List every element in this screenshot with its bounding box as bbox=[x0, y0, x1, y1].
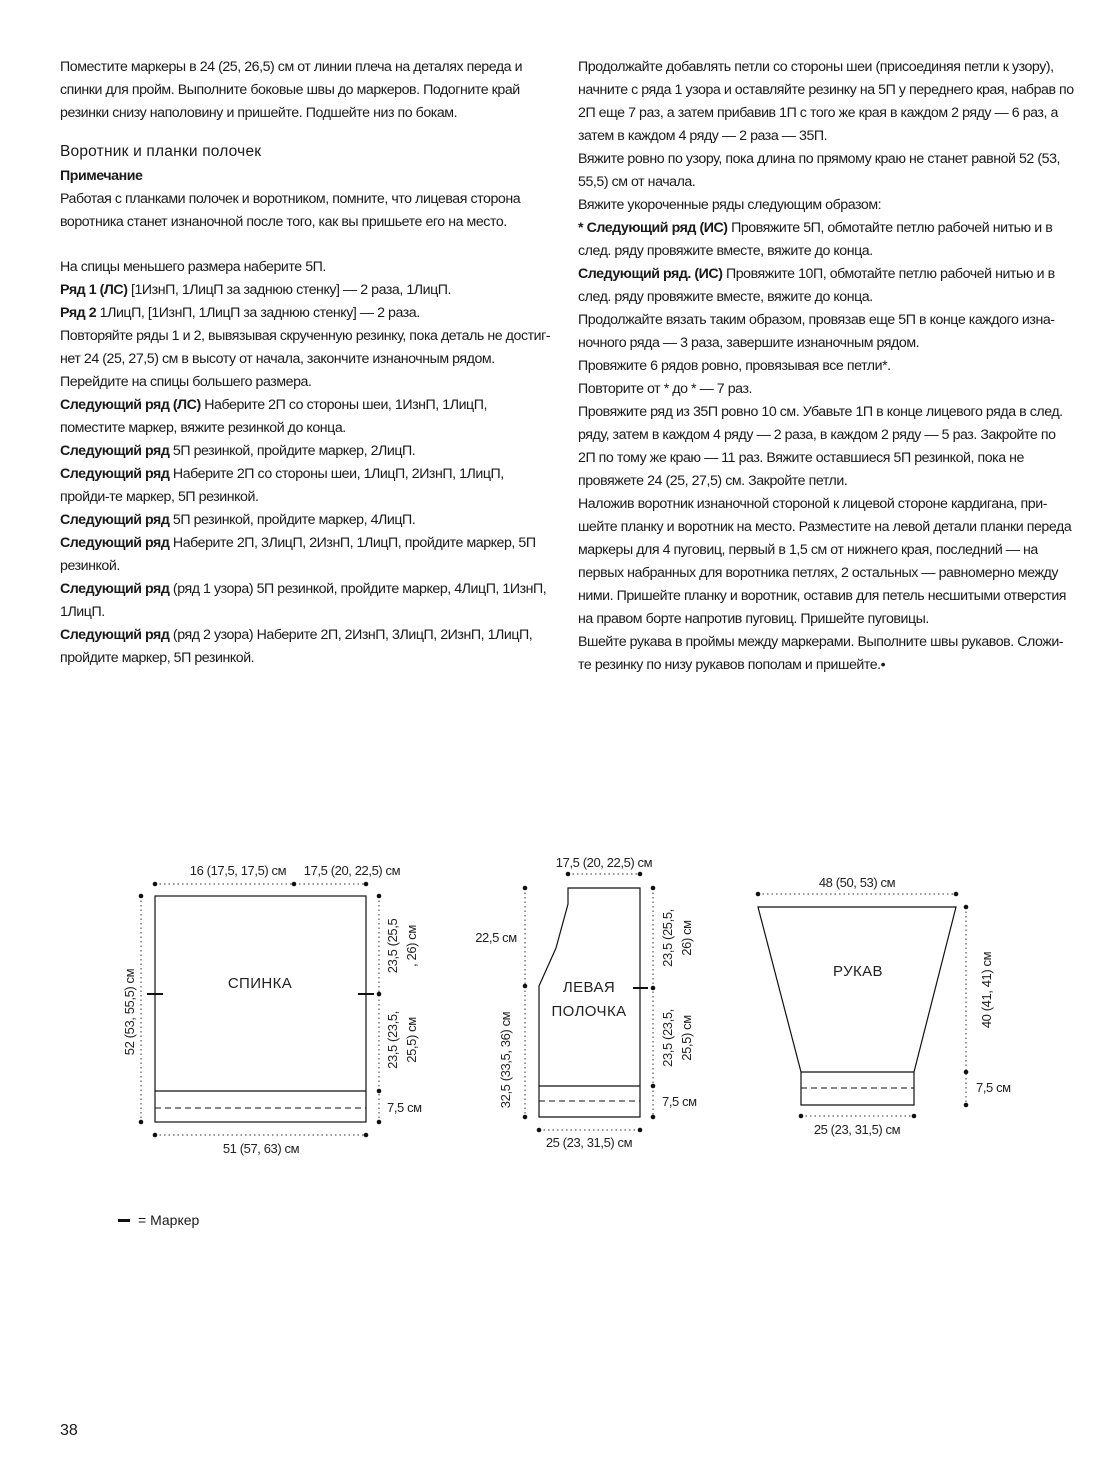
text-run: Повторите от * до * — 7 раз. bbox=[578, 381, 753, 397]
bold-run: Ряд 2 bbox=[60, 305, 97, 321]
text-run: Провяжите 6 рядов ровно, провязывая все петли*. bbox=[578, 358, 891, 374]
bold-run: Следующий ряд bbox=[60, 466, 170, 482]
back-upper-dimension-line1: 23,5 (25,5 bbox=[385, 918, 400, 974]
back-lower-dimension-line2: 25,5) см bbox=[404, 1017, 419, 1063]
front-upper-dimension-line1: 23,5 (25,5, bbox=[660, 909, 675, 967]
text-run: Наберите 2П со стороны шеи, 1ЛицП, 2ИзнП, 1ЛицП, пройди-те маркер, 5П резинкой. bbox=[60, 466, 504, 505]
back-piece-label: СПИНКА bbox=[227, 975, 293, 992]
front-top-dimension: 17,5 (20, 22,5) см bbox=[555, 855, 653, 870]
bold-run: Следующий ряд. (ИС) bbox=[578, 266, 723, 282]
text-run: На спицы меньшего размера наберите 5П. bbox=[60, 259, 326, 275]
bold-run: * Следующий ряд (ИС) bbox=[578, 220, 728, 236]
text-run: Наберите 2П со стороны шеи, 1ИзнП, 1ЛицП, поместите маркер, вяжите резинкой до конца. bbox=[60, 397, 487, 436]
front-lower-dimension-line1: 23,5 (23,5, bbox=[660, 1009, 675, 1067]
text-run: 5П резинкой, пройдите маркер, 4ЛицП. bbox=[169, 512, 416, 528]
front-piece-label-line2: ПОЛОЧКА bbox=[551, 1003, 627, 1020]
bold-run: Ряд 1 (ЛС) bbox=[60, 282, 128, 298]
text-run: Вшейте рукава в проймы между маркерами. Выполните швы рукавов. Сложи-те резинку по низу рукавов пополам и пришейте.• bbox=[578, 634, 1064, 673]
sleeve-height-dimension: 40 (41, 41) см bbox=[979, 951, 994, 1029]
front-neck-dimension: 22,5 см bbox=[475, 930, 517, 945]
bold-run: Следующий ряд bbox=[60, 627, 170, 643]
text-run: Вяжите укороченные ряды следующим образом: bbox=[578, 197, 882, 213]
text-run: Наложив воротник изнаночной стороной к лицевой стороне кардигана, при-шейте планку и воротник на место. Разместите на левой детали планки переда маркеры для 4 пуговиц, первый в 1,5 см от нижнего края, последний — на первых набранных для воротника петлях, 2 остальных — равномерно между ними. Пришейте планку и воротник, оставив для петель несшитыми отверстия на правом борте напротив пуговиц. Пришейте пуговицы. bbox=[578, 496, 1072, 627]
back-width-dimension: 51 (57, 63) см bbox=[222, 1141, 300, 1156]
text-run: Работая с планками полочек и воротником, помните, что лицевая сторона воротника станет изнаночной после того, как вы пришьете его на место. bbox=[60, 191, 521, 230]
text-run: Продолжайте вязать таким образом, провязав еще 5П в конце каждого изна-ночного ряда — 3 раза, завершите изнаночным рядом. bbox=[578, 312, 1055, 351]
text-run: [1ИзнП, 1ЛицП за заднюю стенку] — 2 раза, 1ЛицП. bbox=[127, 282, 452, 298]
back-top-left-dimension: 16 (17,5, 17,5) см bbox=[189, 863, 287, 878]
sleeve-ribbing-dimension: 7,5 см bbox=[976, 1080, 1011, 1095]
text-run: Провяжите 5П, обмотайте петлю рабочей нитью и в след. ряду провяжите вместе, вяжите до конца. bbox=[578, 220, 1053, 259]
sleeve-width-dimension: 25 (23, 31,5) см bbox=[813, 1122, 901, 1137]
front-ribbing-dimension: 7,5 см bbox=[662, 1094, 697, 1109]
marker-legend-label: = Маркер bbox=[138, 1212, 200, 1228]
text-run: 1ЛицП, [1ИзнП, 1ЛицП за заднюю стенку] — 2 раза. bbox=[96, 305, 420, 321]
text-run: Вяжите ровно по узору, пока длина по прямому краю не станет равной 52 (53, 55,5) см от начала. bbox=[578, 151, 1060, 190]
page-number: 38 bbox=[60, 1422, 78, 1439]
front-upper-dimension-line2: 26) см bbox=[679, 920, 694, 956]
text-run: Провяжите ряд из 35П ровно 10 см. Убавьте 1П в конце лицевого ряда в след. ряду, затем в каждом 4 ряду — 2 раза, в каждом 2 ряду — 5 раз. Закройте по 2П по тому же краю — 11 раз. Вяжите оставшиеся 5П резинкой, пока не провяжете 24 (25, 27,5) см. Закройте петли. bbox=[578, 404, 1063, 489]
text-run: Воротник и планки полочек bbox=[60, 143, 262, 160]
sleeve-top-dimension: 48 (50, 53) см bbox=[818, 875, 896, 890]
front-piece-label-line1: ЛЕВАЯ bbox=[562, 979, 616, 996]
front-lower-dimension-line2: 25,5) см bbox=[679, 1015, 694, 1061]
text-run: Поместите маркеры в 24 (25, 26,5) см от линии плеча на деталях переда и спинки для пройм. Выполните боковые швы до маркеров. Подогните край резинки снизу наполовину и пришейте. Подшейте низ по бокам. bbox=[60, 59, 523, 121]
text-run: 5П резинкой, пройдите маркер, 2ЛицП. bbox=[169, 443, 416, 459]
back-diagram bbox=[122, 863, 422, 1156]
sleeve-piece-label: РУКАВ bbox=[833, 963, 883, 980]
bold-run: Следующий ряд bbox=[60, 581, 170, 597]
back-ribbing-dimension: 7,5 см bbox=[387, 1100, 422, 1115]
text-run: Повторяйте ряды 1 и 2, вывязывая скрученную резинку, пока деталь не достиг-нет 24 (25, 27,5) см в высоту от начала, закончите изнаночным рядом. bbox=[60, 328, 551, 367]
bold-run: Следующий ряд bbox=[60, 443, 170, 459]
text-run: (ряд 1 узора) 5П резинкой, пройдите маркер, 4ЛицП, 1ИзнП, 1ЛицП. bbox=[60, 581, 547, 620]
back-lower-dimension-line1: 23,5 (23,5, bbox=[385, 1011, 400, 1069]
text-run: Наберите 2П, 3ЛицП, 2ИзнП, 1ЛицП, пройдите маркер, 5П резинкой. bbox=[60, 535, 536, 574]
bold-run: Следующий ряд bbox=[60, 512, 170, 528]
text-run: (ряд 2 узора) Наберите 2П, 2ИзнП, 3ЛицП, 2ИзнП, 1ЛицП, пройдите маркер, 5П резинкой. bbox=[60, 627, 533, 666]
left-front-diagram bbox=[475, 855, 697, 1150]
front-height-dimension: 32,5 (33,5, 36) см bbox=[498, 1011, 513, 1109]
marker-legend bbox=[118, 1212, 199, 1228]
text-run: Провяжите 10П, обмотайте петлю рабочей нитью и в след. ряду провяжите вместе, вяжите до конца. bbox=[578, 266, 1055, 305]
back-height-dimension: 52 (53, 55,5) см bbox=[122, 968, 137, 1056]
marker-symbol-icon bbox=[118, 1219, 130, 1222]
front-width-dimension: 25 (23, 31,5) см bbox=[545, 1135, 633, 1150]
text-run: Перейдите на спицы большего размера. bbox=[60, 374, 312, 390]
bold-run: Следующий ряд bbox=[60, 535, 170, 551]
sleeve-diagram bbox=[756, 875, 1011, 1137]
bold-run: Примечание bbox=[60, 168, 143, 184]
back-upper-dimension-line2: , 26) см bbox=[404, 925, 419, 967]
text-run: Продолжайте добавлять петли со стороны шеи (присоединяя петли к узору), начните с ряда 1 узора и оставляйте резинку на 5П у переднего края, набрав по 2П еще 7 раз, а затем прибавив 1П с того же края в каждом 2 ряду — 6 раз, а затем в каждом 4 ряду — 2 раза — 35П. bbox=[578, 59, 1074, 144]
bold-run: Следующий ряд (ЛС) bbox=[60, 397, 201, 413]
back-top-right-dimension: 17,5 (20, 22,5) см bbox=[303, 863, 401, 878]
